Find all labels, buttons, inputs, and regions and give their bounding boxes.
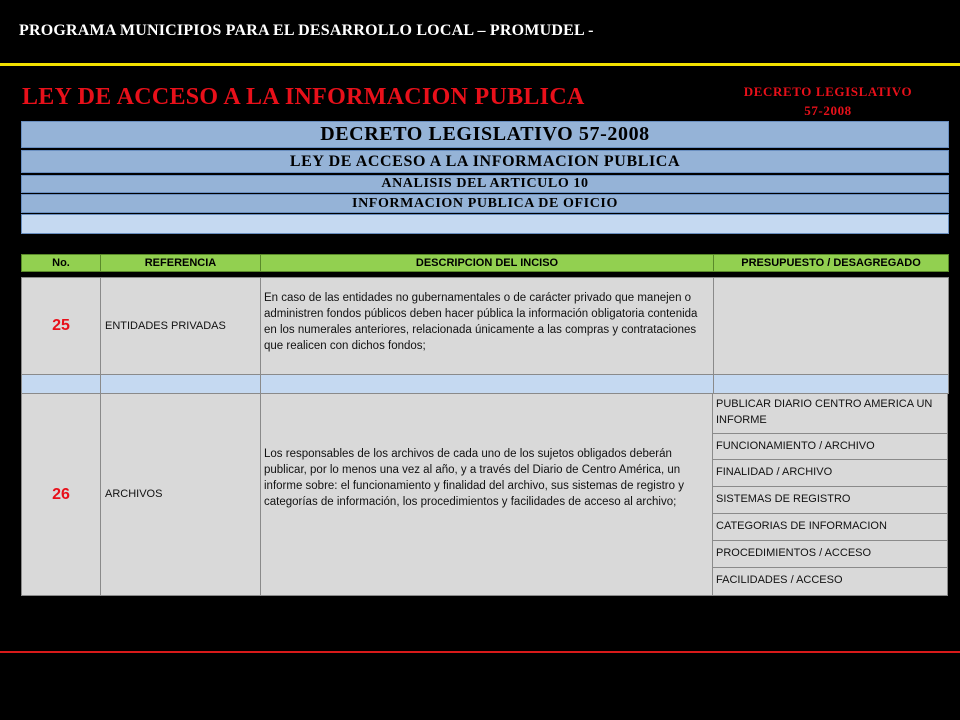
column-header-number: No. [21,254,101,272]
banner-empty [21,214,949,234]
budget-item: FACILIDADES / ACCESO [712,567,948,596]
banner-analysis: ANALISIS DEL ARTICULO 10 [21,175,949,193]
budget-item: FINALIDAD / ARCHIVO [712,459,948,487]
banner-law: LEY DE ACCESO A LA INFORMACION PUBLICA [21,150,949,173]
budget-item: SISTEMAS DE REGISTRO [712,486,948,514]
column-header-budget: PRESUPUESTO / DESAGREGADO [713,254,949,272]
decree-label-line1: DECRETO LEGISLATIVO [743,84,913,99]
separator-row-cell [260,374,714,394]
decree-label [712,82,944,120]
yellow-divider [0,63,960,66]
row-25-description: En caso de las entidades no gubernamentales o de carácter privado que manejen o administren fondos públicos deben hacer pública la información obligatoria contenida en los numerales anteriores, relacionada únicamente a las compras y contrataciones que realicen con dichos fondos; [260,277,714,375]
budget-item: PROCEDIMIENTOS / ACCESO [712,540,948,568]
budget-item: CATEGORIAS DE INFORMACION [712,513,948,541]
row-26-number: 26 [21,393,101,596]
separator-row-cell [100,374,261,394]
column-header-description: DESCRIPCION DEL INCISO [260,254,714,272]
row-25-reference: ENTIDADES PRIVADAS [100,277,261,375]
separator-row-cell [713,374,949,394]
row-25-budget [713,277,949,375]
banner-decree: DECRETO LEGISLATIVO 57-2008 [21,121,949,148]
decree-label-line2: 57-2008 [804,103,852,118]
budget-item: FUNCIONAMIENTO / ARCHIVO [712,433,948,460]
budget-item: PUBLICAR DIARIO CENTRO AMERICA UN INFORME [712,393,948,434]
program-title: PROGRAMA MUNICIPIOS PARA EL DESARROLLO LOCAL – PROMUDEL - [19,22,594,39]
row-26-description: Los responsables de los archivos de cada uno de los sujetos obligados deberán publicar, por lo menos una vez al año, y a través del Diario de Centro América, un informe sobre: el funcionamiento y finalidad del archivo, sus sistemas de registro y categorías de información, los procedimientos y facilidades de acceso al archivo; [260,393,714,596]
banner-info: INFORMACION PUBLICA DE OFICIO [21,194,949,213]
row-25-number: 25 [21,277,101,375]
separator-row-cell [21,374,101,394]
page-title: LEY DE ACCESO A LA INFORMACION PUBLICA [22,84,585,110]
column-header-reference: REFERENCIA [100,254,261,272]
row-26-reference: ARCHIVOS [100,393,261,596]
red-divider [0,651,960,653]
